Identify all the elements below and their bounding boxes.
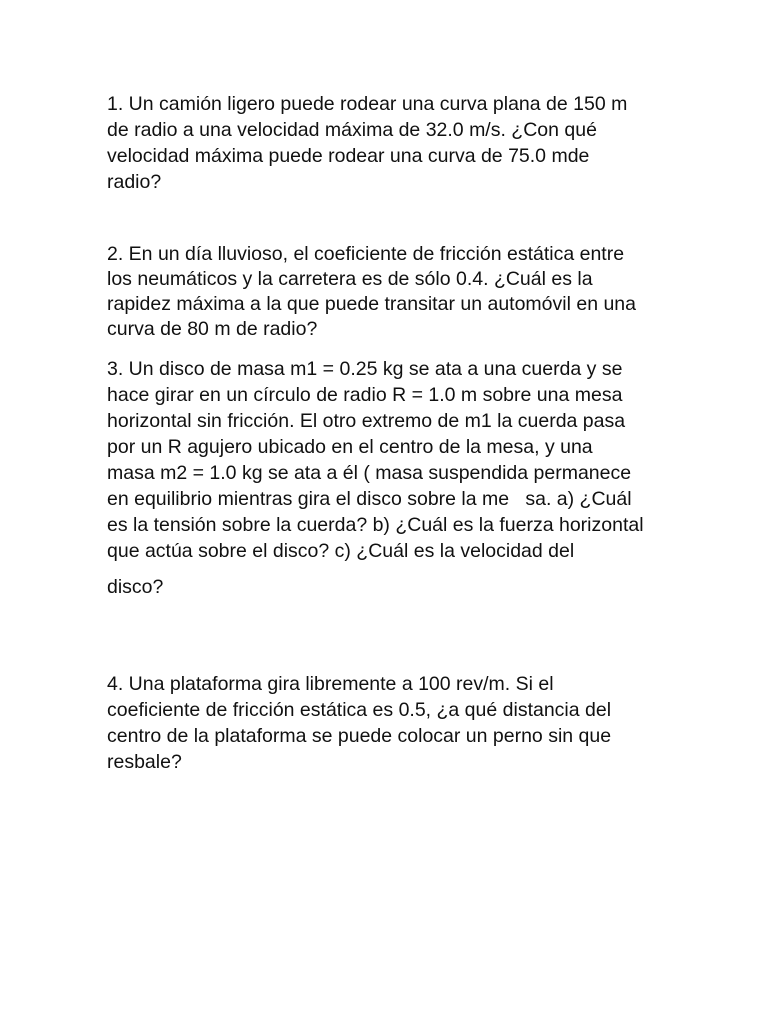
problem-3-line-1: 3. Un disco de masa m1 = 0.25 kg se ata a una cuerda y se [107, 358, 623, 380]
problem-2-line-2: los neumáticos y la carretera es de sólo 0.4. ¿Cuál es la [107, 268, 593, 290]
problem-4-line-2: coeficiente de fricción estática es 0.5, ¿a qué distancia del [107, 699, 612, 721]
problem-2-line-1: 2. En un día lluvioso, el coeficiente de fricción estática entre [107, 243, 625, 265]
problem-3-line-8: que actúa sobre el disco? c) ¿Cuál es la velocidad del [107, 540, 575, 562]
problem-3-line-7: es la tensión sobre la cuerda? b) ¿Cuál es la fuerza horizontal [107, 514, 644, 536]
problem-2-line-4: curva de 80 m de radio? [107, 318, 318, 340]
problem-3-line-2: hace girar en un círculo de radio R = 1.0 m sobre una mesa [107, 384, 623, 406]
problem-1-line-2: de radio a una velocidad máxima de 32.0 m/s. ¿Con qué [107, 119, 597, 141]
problem-3-line-9: disco? [107, 576, 164, 598]
problem-1-line-3: velocidad máxima puede rodear una curva de 75.0 mde [107, 145, 590, 167]
problem-4-line-3: centro de la plataforma se puede colocar un perno sin que [107, 725, 612, 747]
problem-3-line-3: horizontal sin fricción. El otro extremo de m1 la cuerda pasa [107, 410, 626, 432]
problem-3-line-5: masa m2 = 1.0 kg se ata a él ( masa suspendida permanece [107, 462, 632, 484]
problem-1-line-1: 1. Un camión ligero puede rodear una curva plana de 150 m [107, 93, 628, 115]
problem-4-line-4: resbale? [107, 751, 182, 773]
problem-1-line-4: radio? [107, 171, 162, 193]
problem-2-line-3: rapidez máxima a la que puede transitar un automóvil en una [107, 293, 636, 315]
problem-4-line-1: 4. Una plataforma gira libremente a 100 rev/m. Si el [107, 673, 554, 695]
problem-3-line-6: en equilibrio mientras gira el disco sobre la me sa. a) ¿Cuál [107, 488, 632, 510]
problem-3-line-4: por un R agujero ubicado en el centro de la mesa, y una [107, 436, 593, 458]
